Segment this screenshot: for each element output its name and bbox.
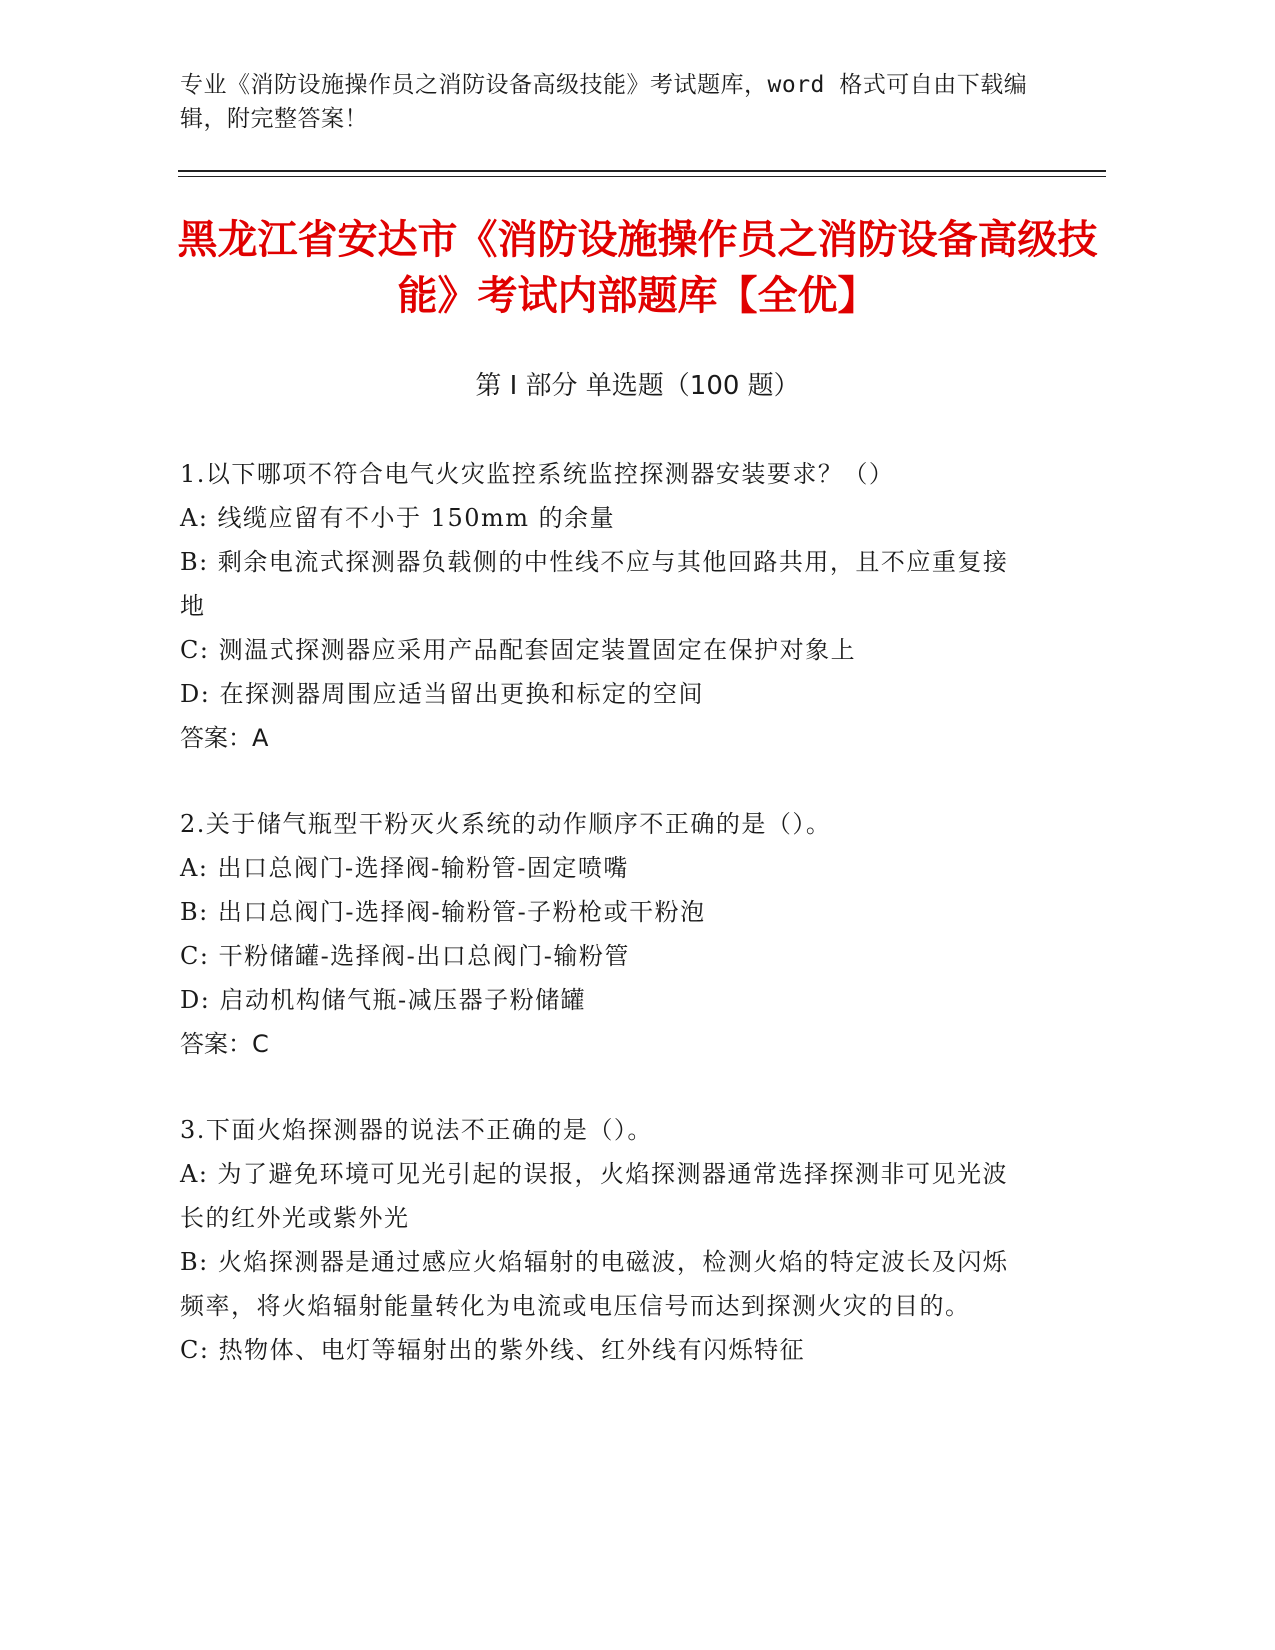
option-b: B: 出口总阀门-选择阀-输粉管-子粉枪或干粉泡 xyxy=(180,898,706,926)
header-divider-thin xyxy=(178,176,1106,177)
option-d: D: 启动机构储气瓶-减压器子粉储罐 xyxy=(180,986,587,1014)
header-divider-thick xyxy=(178,170,1106,172)
option-d: D: 在探测器周围应适当留出更换和标定的空间 xyxy=(180,680,704,708)
question-stem: 3.下面火焰探测器的说法不正确的是（）。 xyxy=(180,1116,653,1144)
option-c: C: 干粉储罐-选择阀-出口总阀门-输粉管 xyxy=(180,942,630,970)
document-title: 黑龙江省安达市《消防设施操作员之消防设备高级技能》考试内部题库【全优】 xyxy=(177,217,1098,319)
option-a: A: 出口总阀门-选择阀-输粉管-固定喷嘴 xyxy=(180,854,629,882)
question-stem: 1.以下哪项不符合电气火灾监控系统监控探测器安装要求？（） xyxy=(180,460,895,488)
header-note: 专业《消防设施操作员之消防设备高级技能》考试题库，word 格式可自由下载编辑，附完整答案！ xyxy=(180,72,1028,132)
option-a: A: 线缆应留有不小于 150mm 的余量 xyxy=(180,504,616,532)
option-c: C: 测温式探测器应采用产品配套固定装置固定在保护对象上 xyxy=(180,636,857,664)
option-b: B: 剩余电流式探测器负载侧的中性线不应与其他回路共用，且不应重复接地 xyxy=(180,548,1009,620)
question-3 xyxy=(180,1108,1030,1372)
answer: 答案：C xyxy=(180,1030,269,1058)
section-title: 第 I 部分 单选题（100 题） xyxy=(475,371,800,401)
question-stem: 2.关于储气瓶型干粉灭火系统的动作顺序不正确的是（）。 xyxy=(180,810,832,838)
answer: 答案：A xyxy=(180,724,269,752)
question-1 xyxy=(180,452,1030,760)
option-c: C: 热物体、电灯等辐射出的紫外线、红外线有闪烁特征 xyxy=(180,1336,806,1364)
question-2 xyxy=(180,802,1030,1066)
option-a: A: 为了避免环境可见光引起的误报，火焰探测器通常选择探测非可见光波长的红外光或紫外光 xyxy=(180,1160,1009,1232)
option-b: B: 火焰探测器是通过感应火焰辐射的电磁波，检测火焰的特定波长及闪烁频率，将火焰辐射能量转化为电流或电压信号而达到探测火灾的目的。 xyxy=(180,1248,1009,1320)
question-list xyxy=(180,452,1030,1414)
